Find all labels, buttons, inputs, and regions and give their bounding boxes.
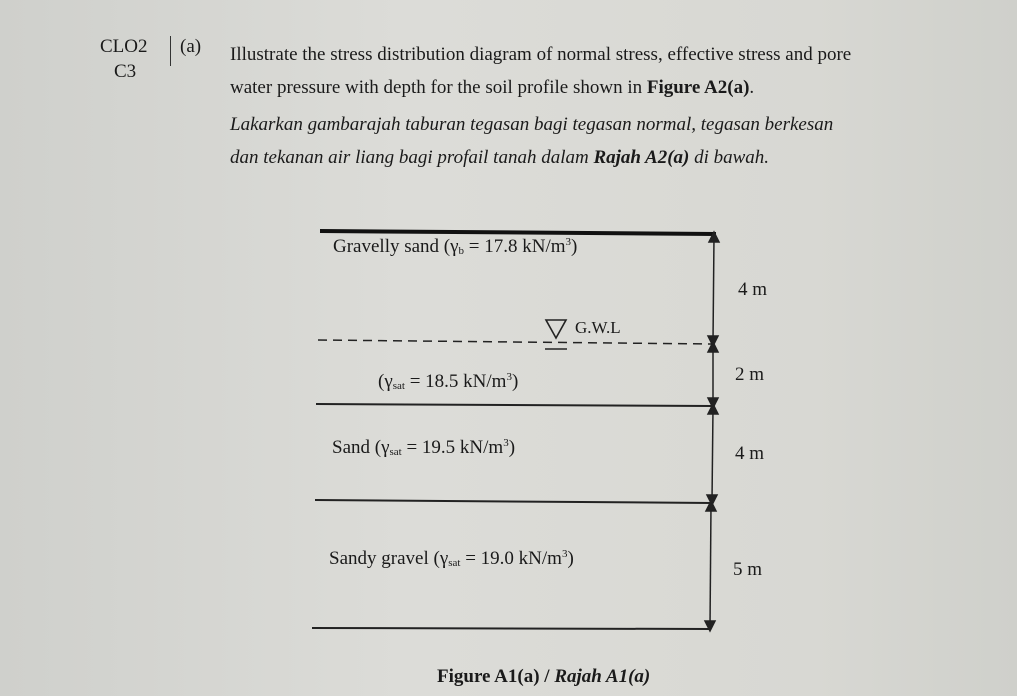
gwl-label: G.W.L	[575, 318, 621, 337]
question-text-en-2: water pressure with depth for the soil profile shown in Figure A2(a).	[230, 77, 755, 98]
question-text-my-2: dan tekanan air liang bagi profail tanah dalam Rajah A2(a) di bawah.	[230, 147, 770, 168]
layer-boundary-1	[316, 404, 712, 406]
question-text-en-1: Illustrate the stress distribution diagram of normal stress, effective stress and pore	[230, 44, 852, 65]
thickness-label-2: 2 m	[735, 364, 765, 385]
question-text-my-1: Lakarkan gambarajah taburan tegasan bagi tegasan normal, tegasan berkesan	[230, 114, 834, 135]
thickness-label-3: 4 m	[735, 443, 765, 464]
layer-label-sand: Sand ($\gamma_{sat} = 19.5$ $kN/m^3$)	[332, 437, 516, 458]
dimension-arrows	[705, 232, 719, 631]
layer-boundary-3	[312, 628, 710, 629]
thickness-label-1: 4 m	[738, 279, 768, 300]
thickness-label-4: 5 m	[733, 559, 763, 580]
part-label: (a)	[180, 36, 202, 57]
gwl-triangle-icon	[546, 320, 566, 338]
gwl-dashed-line	[318, 340, 712, 344]
layer-label-sandy-gravel: Sandy gravel ($\gamma_{sat} = 19.0$ $kN/m^3$)	[329, 548, 574, 569]
layer-boundary-2	[315, 500, 712, 503]
ground-surface-line	[320, 231, 716, 234]
cognitive-level: C3	[114, 61, 137, 82]
layer-label-saturated-gravelly-sand: ($\gamma_{sat} = 18.5$ $kN/m^3$)	[378, 371, 519, 392]
clo-label: CLO2	[100, 36, 148, 57]
layer-label-gravelly-sand: Gravelly sand ($\gamma_b = 17.8$ $kN/m^3$)	[333, 236, 578, 257]
figure-caption: Figure A1(a) / Rajah A1(a)	[437, 666, 651, 687]
